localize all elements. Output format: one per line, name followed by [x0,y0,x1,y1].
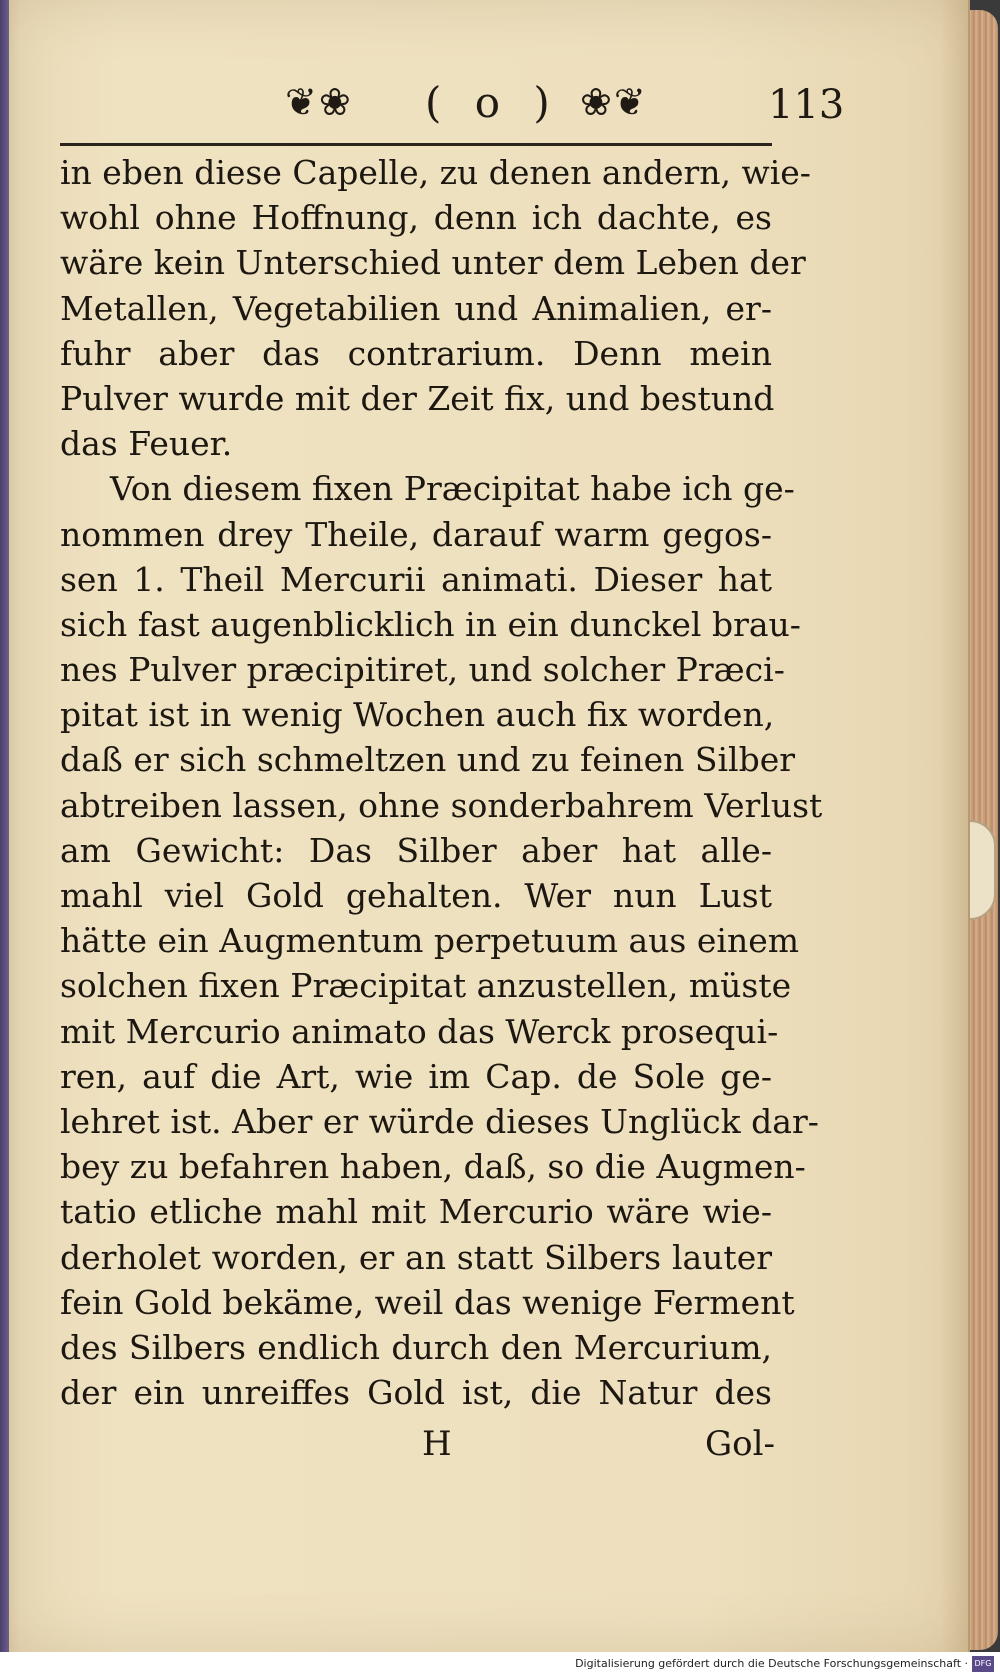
text-line: nes Pulver præcipitiret, und solcher Præci- [60,650,785,690]
body-text [60,150,823,1415]
text-line: sich fast augenblicklich in ein dunckel brau- [60,604,801,644]
header-rule [60,143,772,146]
text-line: Von diesem fixen Præcipitat habe ich ge- [110,469,795,509]
text-line: fein Gold bekäme, weil das wenige Ferment [60,1282,795,1322]
text-line: Metallen, Vegetabilien und Animalien, er- [60,288,772,328]
text-line: abtreiben lassen, ohne sonderbahrem Verlust [60,785,823,825]
text-line: in eben diese Capelle, zu denen andern, wie- [60,153,811,192]
footer-credit: Digitalisierung gefördert durch die Deutsche Forschungsgemeinschaft · [575,1657,968,1670]
text-line: am Gewicht: Das Silber aber hat alle- [60,830,772,870]
text-line: mahl viel Gold gehalten. Wer nun Lust [60,876,772,915]
text-line: ren, auf die Art, wie im Cap. de Sole ge- [60,1056,772,1096]
text-line: daß er sich schmeltzen und zu feinen Silber [60,740,796,780]
digitization-footer [0,1652,1000,1679]
text-line: fuhr aber das contrarium. Denn mein [60,333,772,373]
text-line: lehret ist. Aber er würde dieses Unglück dar- [60,1101,819,1141]
text-line: solchen fixen Præcipitat anzustellen, müste [60,966,792,1006]
text-line: wohl ohne Hoffnung, denn ich dachte, es [60,198,772,238]
page-mark: ( o ) [425,78,560,127]
text-line: das Feuer. [60,424,233,464]
page-number: 113 [768,82,845,128]
ornament-left-icon: ❦❀ [285,80,353,124]
text-line: der ein unreiffes Gold ist, die Natur des [60,1373,772,1413]
text-line: sen 1. Theil Mercurii animati. Dieser hat [60,559,772,599]
page-header [60,72,845,142]
text-line: nommen drey Theile, darauf warm gegos- [60,514,772,554]
catchword: Gol- [705,1424,775,1464]
binding-strip [0,0,9,1652]
signature-mark: H [422,1424,452,1464]
text-line: Pulver wurde mit der Zeit fix, und bestund [60,378,775,418]
dfg-logo: DFG [972,1656,994,1672]
text-line: derholet worden, er an statt Silbers lauter [60,1237,772,1277]
text-line: des Silbers endlich durch den Mercurium, [60,1327,772,1367]
text-line: bey zu befahren haben, daß, so die Augmen- [60,1147,806,1187]
ornament-right-icon: ❀❦ [580,80,648,124]
text-line: wäre kein Unterschied unter dem Leben der [60,243,806,283]
text-line: hätte ein Augmentum perpetuum aus einem [60,921,800,961]
text-line: tatio etliche mahl mit Mercurio wäre wie- [60,1192,772,1232]
text-line: mit Mercurio animato das Werck prosequi- [60,1011,779,1051]
text-line: pitat ist in wenig Wochen auch fix worden, [60,695,775,735]
